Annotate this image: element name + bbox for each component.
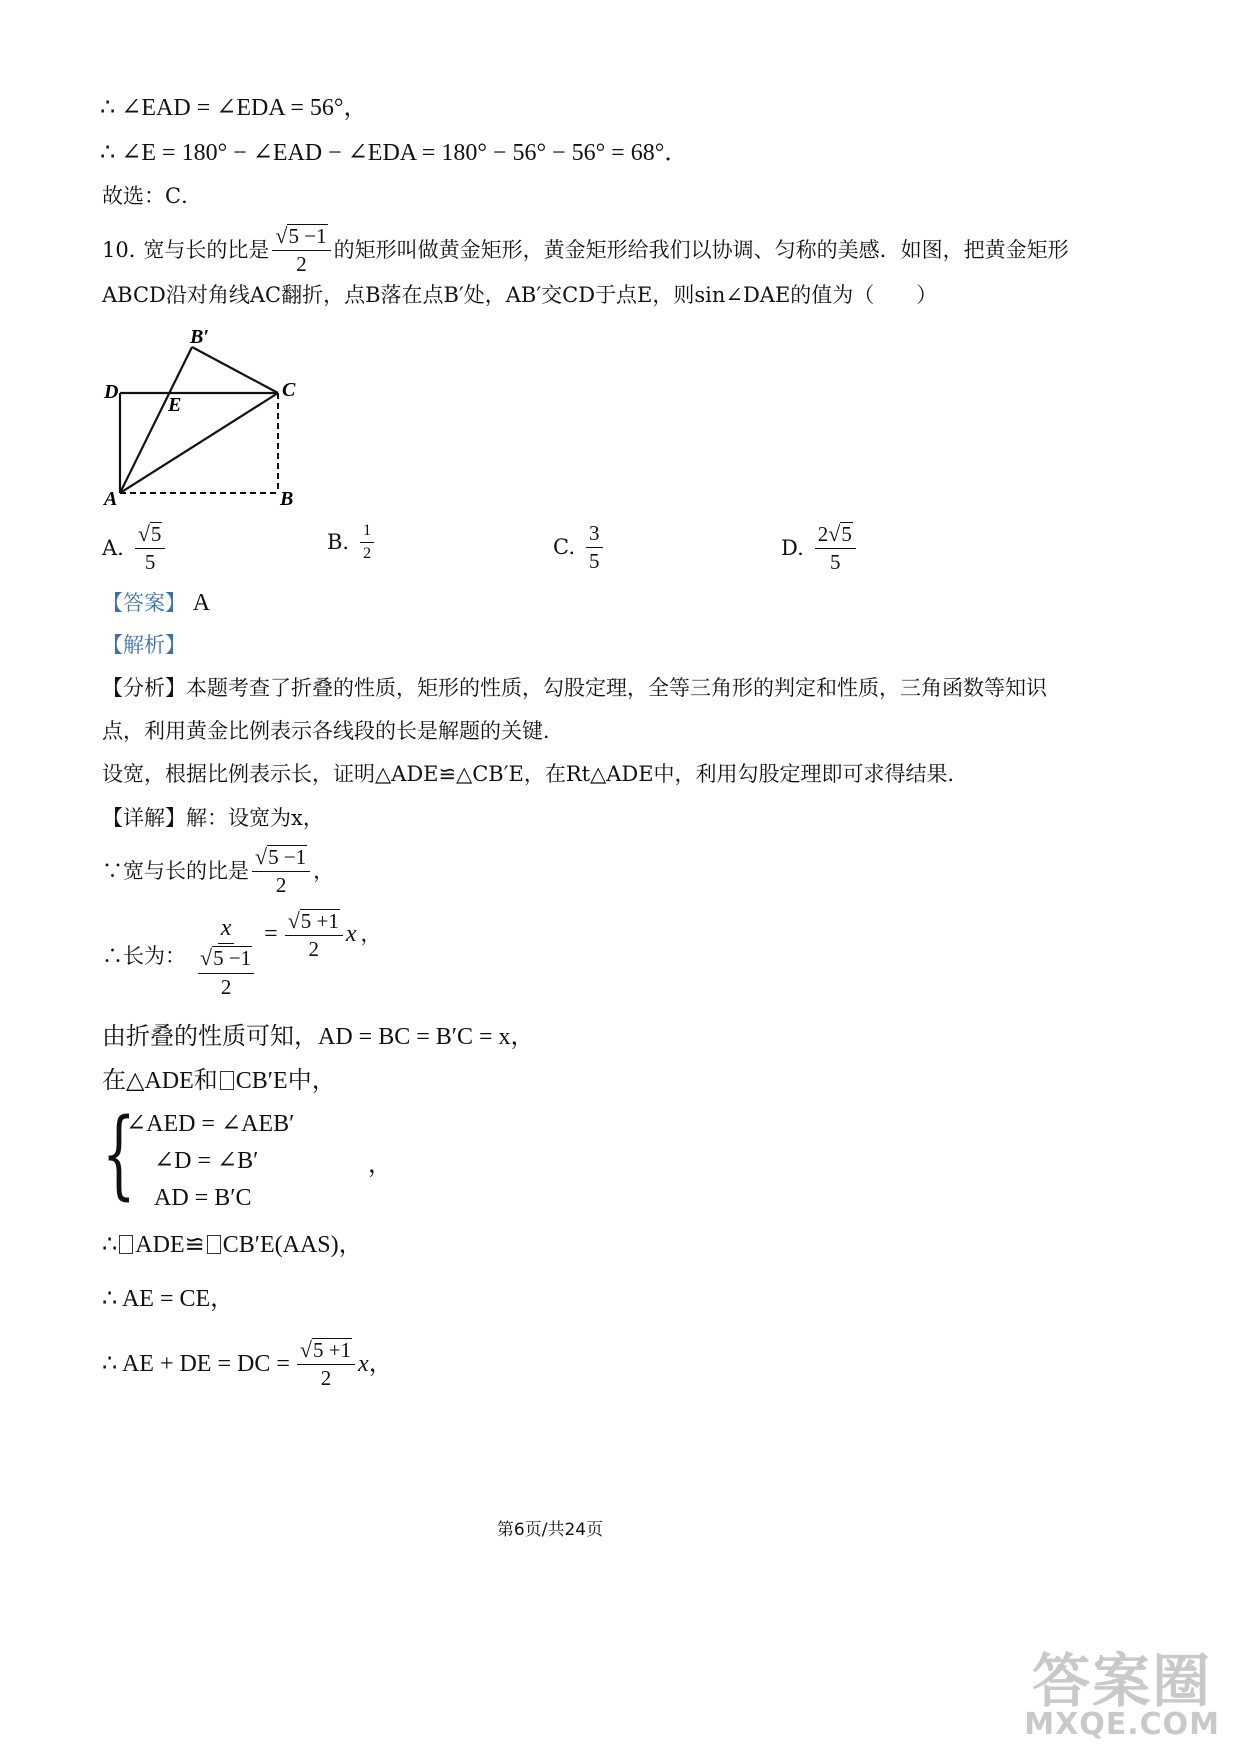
ratio-numerator-2: 5 −1: [268, 845, 307, 869]
choice-a: [102, 522, 168, 574]
choice-c: [553, 522, 606, 573]
label-b: B: [280, 488, 294, 510]
congr-part-b: ADE≌: [135, 1232, 205, 1258]
watermark-logo: [1024, 1647, 1220, 1742]
answer-value: A: [192, 590, 211, 616]
var-x-2: x: [345, 921, 357, 948]
sum-fraction: √ 5 +1 2: [297, 1338, 355, 1390]
question-text-a: 宽与长的比是: [143, 237, 270, 262]
inner-denominator: 2: [220, 974, 232, 999]
length-line: [102, 907, 382, 999]
label-e: E: [168, 394, 182, 416]
comma: ，: [313, 858, 335, 883]
choice-denominator: 5: [589, 549, 600, 574]
choice-fraction: √ 5 5: [135, 522, 166, 574]
choice-label: A.: [102, 535, 124, 560]
sum-denominator: 2: [320, 1366, 332, 1391]
inner-numerator: 5 −1: [213, 946, 252, 971]
in-tri-a: 在△ADE和: [102, 1068, 218, 1094]
choose-line: 故选：C．: [102, 184, 203, 208]
fenxi-line-3: 设宽，根据比例表示长，证明△ADE≌△CB′E，在Rt△ADE中，利用勾股定理即可求得结果．: [102, 762, 969, 786]
in-tri-b: CB′E中，: [235, 1068, 336, 1094]
compound-fraction: x √ 5 −1 2: [195, 915, 257, 999]
left-brace: {: [102, 1098, 136, 1210]
so-length-text: ∴长为：: [102, 944, 186, 969]
detail-intro: 解：设宽为x，: [186, 806, 324, 830]
choice-fraction: [360, 522, 374, 562]
page-footer: 第6页/共24页: [496, 1520, 604, 1540]
triangle-glyph-box: [220, 1071, 234, 1090]
equals-sign: =: [264, 921, 278, 948]
choice-label: C.: [553, 535, 575, 559]
choice-d: [781, 522, 859, 574]
analysis-tag: 【解析】: [102, 633, 186, 657]
choice-numerator: 5: [841, 522, 852, 546]
answer-line: [102, 589, 210, 618]
label-c: C: [282, 379, 296, 401]
choice-fraction: 2 √ 5 5: [815, 522, 856, 574]
length-numerator: 5 +1: [300, 908, 339, 933]
length-denominator: 2: [308, 936, 320, 961]
golden-rectangle-figure: [100, 325, 310, 510]
answer-tag: 【答案】: [102, 591, 186, 615]
sum-line: [102, 1338, 393, 1390]
question-10-line-2: ABCD沿对角线AC翻折，点B落在点B′处，AB′交CD于点E，则sin∠DAE的值为（ ）: [102, 283, 938, 307]
choice-coefficient: 2: [817, 522, 829, 547]
ratio-numerator: 5 −1: [288, 224, 327, 248]
watermark-top: 答案圈: [1032, 1647, 1213, 1715]
length-fraction: √ 5 +1 2: [285, 909, 343, 961]
system-comma: ，: [368, 1152, 392, 1178]
var-x: x: [220, 915, 232, 941]
question-10-line-1: [102, 224, 1069, 276]
choice-numerator: 5: [150, 522, 162, 546]
system-row-3: AD = B′C: [154, 1185, 252, 1211]
choice-numerator: 1: [363, 522, 372, 539]
fenxi-line-2: 点，利用黄金比例表示各线段的长是解题的关键．: [102, 719, 564, 743]
question-number: 10.: [102, 237, 136, 262]
detail-tag: 【详解】: [102, 806, 186, 830]
therefore-symbol: ∴: [102, 1232, 118, 1258]
detail-ratio-line: [102, 845, 334, 897]
in-triangle-line: [102, 1067, 336, 1096]
because-text: ∵宽与长的比是: [102, 858, 249, 883]
var-x-3: x: [358, 1350, 369, 1377]
label-d: D: [104, 381, 119, 403]
detail-line-1: [102, 806, 324, 831]
choice-denominator: 5: [144, 550, 156, 575]
triangle-glyph-box-3: [207, 1235, 221, 1254]
sum-numerator: 5 +1: [312, 1338, 352, 1362]
ratio-denominator: 2: [296, 252, 307, 277]
system-row-1: ∠AED = ∠AEB′: [126, 1111, 295, 1137]
proof-line-1: ∴ ∠EAD = ∠EDA = 56°，: [100, 95, 368, 121]
choice-label: B.: [327, 529, 350, 554]
comma-3: ，: [368, 1350, 393, 1377]
ratio-fraction-2: √ 5 −1 2: [252, 845, 310, 897]
choice-fraction: [586, 522, 603, 573]
choice-b: [327, 522, 377, 562]
fold-line: 由折叠的性质可知，AD = BC = B′C = x，: [102, 1024, 535, 1050]
fenxi-text-1: 本题考查了折叠的性质，矩形的性质，勾股定理，全等三角形的判定和性质，三角函数等知识: [186, 676, 1047, 700]
proof-line-2: ∴ ∠E = 180° − ∠EAD − ∠EDA = 180° − 56° − 56° = 68°．: [100, 140, 689, 166]
ratio-denominator-2: 2: [275, 873, 287, 898]
congr-part-c: CB′E(AAS)，: [222, 1232, 363, 1258]
golden-ratio-fraction: √ 5 −1 2: [272, 224, 330, 276]
sum-text: ∴ AE + DE = DC =: [102, 1350, 290, 1377]
choice-denominator: 2: [363, 544, 372, 562]
choice-numerator: 3: [589, 521, 600, 545]
label-b-prime: B′: [190, 326, 209, 348]
ae-ce-line: ∴ AE = CE，: [102, 1286, 235, 1312]
congruence-line: [102, 1231, 363, 1260]
question-text-b: 的矩形叫做黄金矩形，黄金矩形给我们以协调、匀称的美感．如图，把黄金矩形: [333, 237, 1069, 262]
comma-2: ，: [360, 922, 382, 947]
choice-denominator: 5: [830, 550, 841, 575]
equation-system: [102, 1098, 402, 1218]
choice-label: D.: [781, 535, 804, 560]
system-row-2: ∠D = ∠B′: [154, 1148, 259, 1174]
watermark-bottom: MXQE.COM: [1024, 1707, 1220, 1742]
label-a: A: [104, 488, 118, 510]
fenxi-line-1: [102, 676, 1047, 701]
triangle-glyph-box-2: [119, 1235, 133, 1254]
fenxi-tag: 【分析】: [102, 676, 186, 700]
